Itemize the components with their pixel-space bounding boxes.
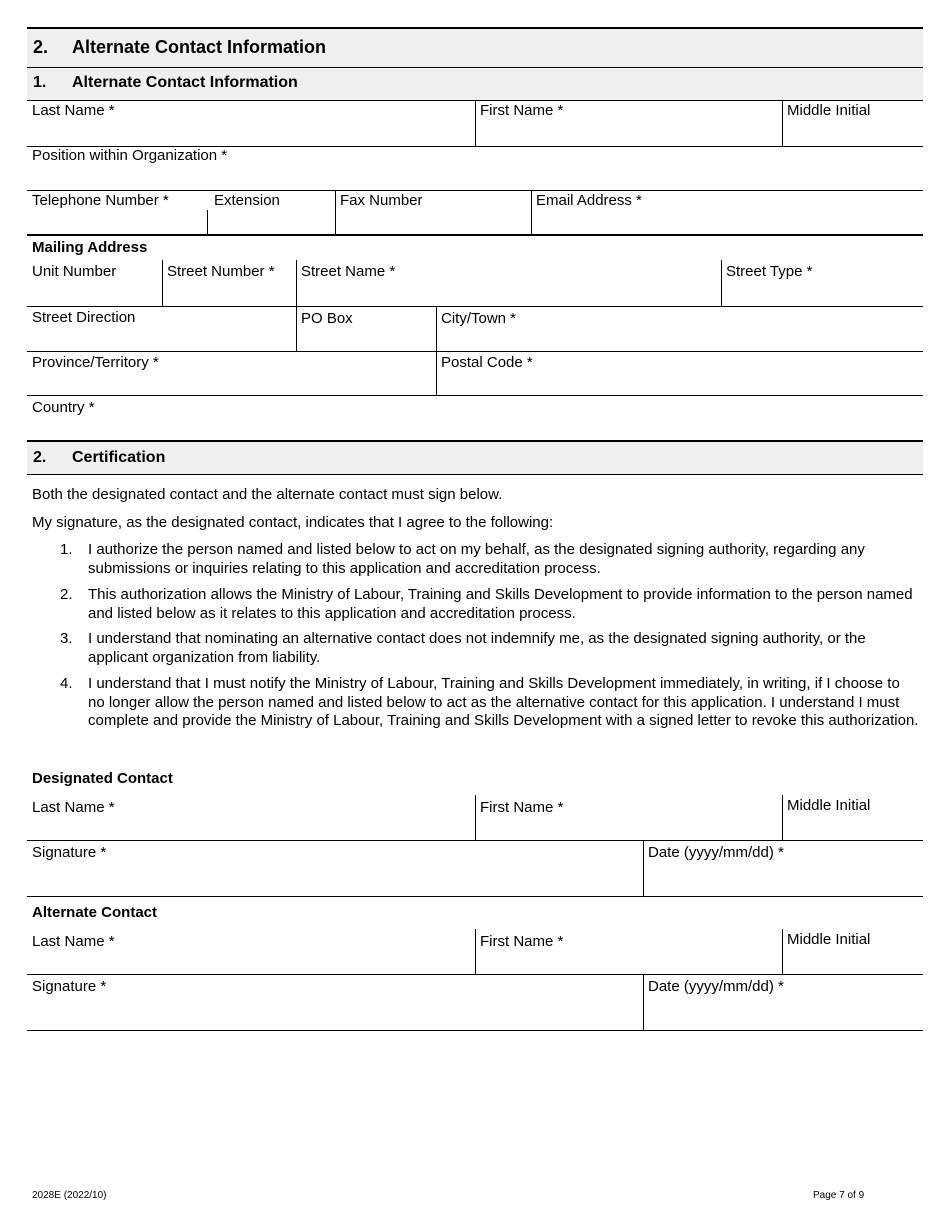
divider: [207, 210, 208, 234]
section-main-number: 2.: [33, 37, 49, 57]
list-item: I understand that nominating an alternative contact does not indemnify me, as the designated signing authority, or the applicant organization from liability.: [88, 630, 866, 666]
alternate-middle-initial-field[interactable]: Middle Initial: [787, 931, 871, 948]
rule: [27, 1030, 923, 1031]
divider: [162, 260, 163, 306]
list-item-number: 3.: [60, 630, 73, 647]
list-item-number: 1.: [60, 541, 73, 558]
province-field[interactable]: Province/Territory *: [32, 354, 159, 371]
rule: [27, 974, 923, 975]
po-box-field[interactable]: PO Box: [301, 310, 353, 327]
alternate-contact-heading: Alternate Contact: [32, 904, 158, 921]
mailing-address-heading: Mailing Address: [32, 239, 148, 256]
rule: [27, 351, 923, 352]
list-item: I understand that I must notify the Ministry of Labour, Training and Skills Development immediately, in writing, if I choose to no longer allow the person named and listed below to act as the alternative contact for this application. I understand I must complete and provide the Ministry of Labour, Training and Skills Development with a signed letter to revoke this authorization.: [88, 675, 919, 729]
section-2-title: Certification: [72, 449, 166, 466]
alternate-last-name-field[interactable]: Last Name *: [32, 933, 115, 950]
designated-date-field[interactable]: Date (yyyy/mm/dd) *: [648, 844, 784, 861]
rule: [27, 474, 923, 475]
form-number: 2028E (2022/10): [32, 1190, 107, 1201]
divider: [643, 840, 644, 896]
street-direction-field[interactable]: Street Direction: [32, 309, 136, 326]
rule: [27, 234, 923, 236]
city-field[interactable]: City/Town *: [441, 310, 517, 327]
rule: [27, 190, 923, 191]
section-main-title: Alternate Contact Information: [72, 37, 327, 57]
divider: [643, 974, 644, 1030]
rule: [27, 896, 923, 897]
divider: [475, 929, 476, 974]
list-item-number: 4.: [60, 675, 73, 692]
street-type-field[interactable]: Street Type *: [726, 263, 813, 280]
street-name-field[interactable]: Street Name *: [301, 263, 396, 280]
designated-first-name-field[interactable]: First Name *: [480, 799, 564, 816]
divider: [782, 795, 783, 840]
list-item: I authorize the person named and listed below to act on my behalf, as the designated signing authority, regarding any submissions or inquiries relating to this application and accreditation process.: [88, 541, 865, 577]
divider: [335, 190, 336, 234]
certification-intro: Both the designated contact and the alternate contact must sign below.: [32, 486, 503, 503]
section-1-number: 1.: [33, 74, 47, 91]
alternate-first-name-field[interactable]: First Name *: [480, 933, 564, 950]
unit-number-field[interactable]: Unit Number: [32, 263, 117, 280]
alt-middle-initial-field[interactable]: Middle Initial: [787, 102, 871, 119]
rule: [27, 840, 923, 841]
section-2-header: [27, 442, 923, 474]
rule: [27, 395, 923, 396]
certification-agree: My signature, as the designated contact, indicates that I agree to the following:: [32, 514, 554, 531]
designated-last-name-field[interactable]: Last Name *: [32, 799, 115, 816]
divider: [475, 100, 476, 146]
email-field[interactable]: Email Address *: [536, 192, 642, 209]
country-field[interactable]: Country *: [32, 399, 95, 416]
rule: [27, 306, 923, 307]
page-number: Page 7 of 9: [813, 1190, 865, 1201]
postal-code-field[interactable]: Postal Code *: [441, 354, 533, 371]
alt-last-name-field[interactable]: Last Name *: [32, 102, 115, 119]
section-1-title: Alternate Contact Information: [72, 74, 298, 91]
section-2-number: 2.: [33, 449, 47, 466]
extension-field[interactable]: Extension: [214, 192, 280, 209]
divider: [721, 260, 722, 306]
list-item: This authorization allows the Ministry of Labour, Training and Skills Development to provide information to the person named and listed below as it relates to this application and accreditation process.: [88, 586, 913, 622]
designated-middle-initial-field[interactable]: Middle Initial: [787, 797, 871, 814]
telephone-field[interactable]: Telephone Number *: [32, 192, 169, 209]
designated-contact-heading: Designated Contact: [32, 770, 173, 787]
position-field[interactable]: Position within Organization *: [32, 147, 228, 164]
alt-first-name-field[interactable]: First Name *: [480, 102, 564, 119]
divider: [782, 929, 783, 974]
section-1-header: [27, 68, 923, 100]
alternate-date-field[interactable]: Date (yyyy/mm/dd) *: [648, 978, 784, 995]
divider: [782, 100, 783, 146]
street-number-field[interactable]: Street Number *: [167, 263, 275, 280]
fax-field[interactable]: Fax Number: [340, 192, 423, 209]
designated-signature-field[interactable]: Signature *: [32, 844, 107, 861]
list-item-number: 2.: [60, 586, 73, 603]
divider: [531, 190, 532, 234]
divider: [475, 795, 476, 840]
section-main-header: [27, 29, 923, 67]
alternate-signature-field[interactable]: Signature *: [32, 978, 107, 995]
